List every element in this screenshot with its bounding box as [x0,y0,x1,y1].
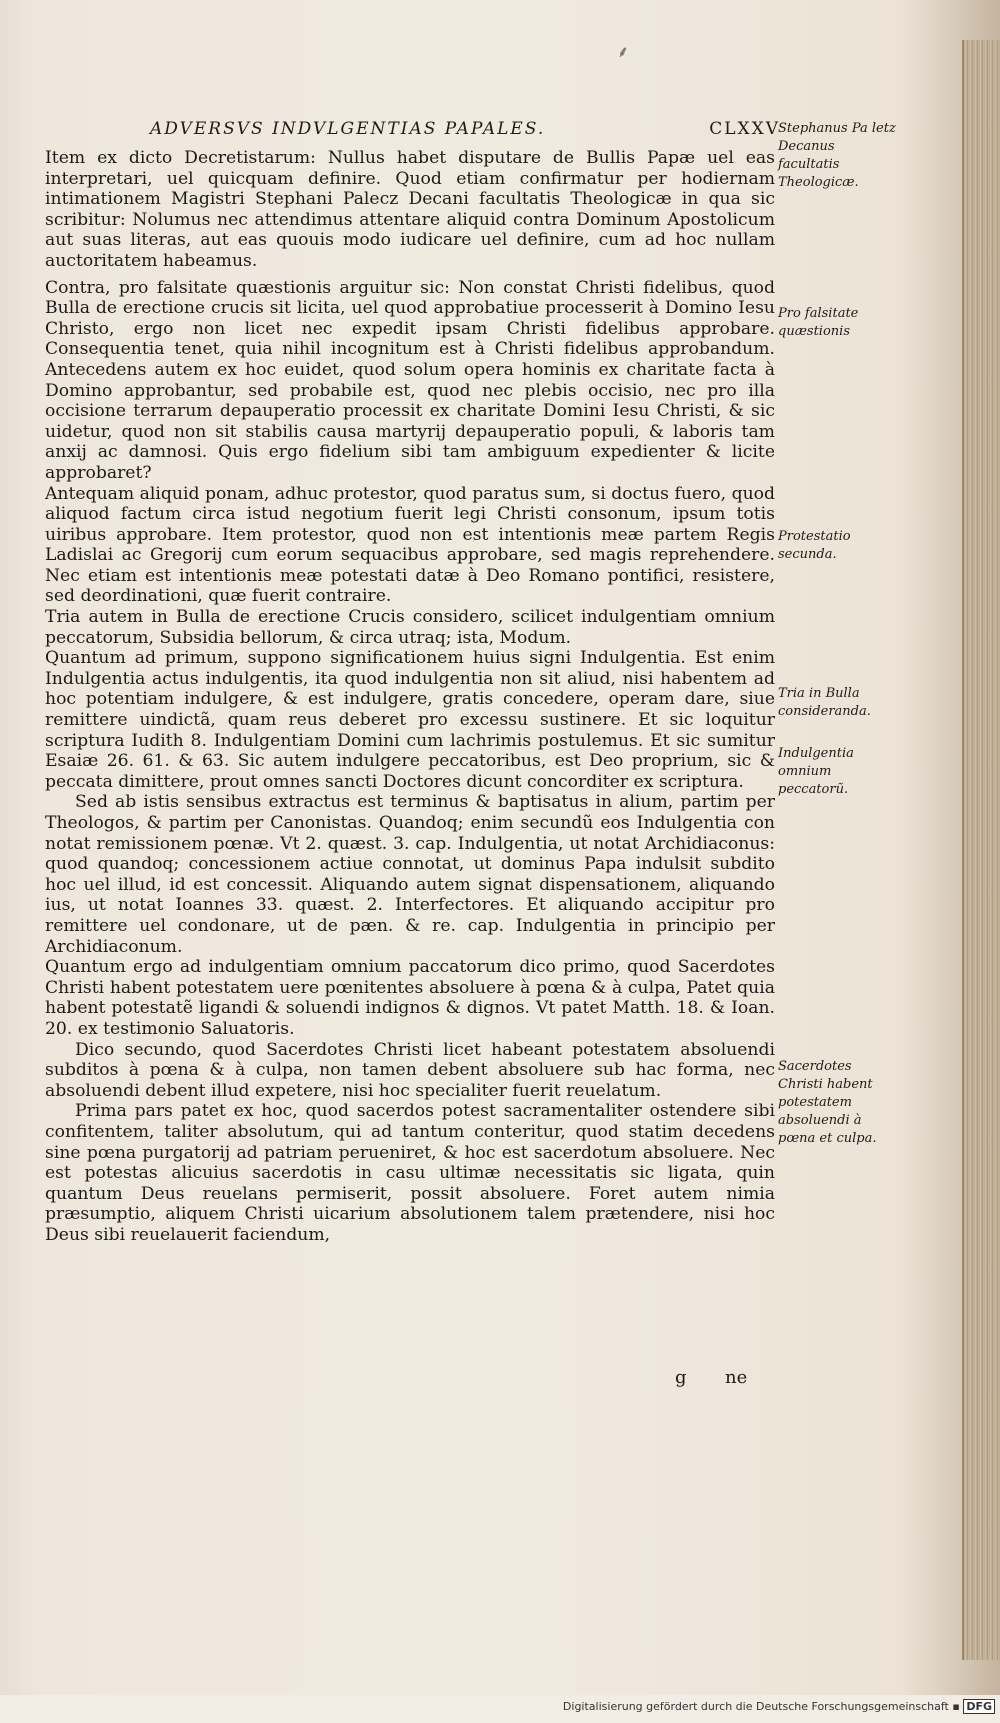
page-header [150,119,780,143]
credit-text: Digitalisierung gefördert durch die Deutsche Forschungsgemeinschaft [562,1700,949,1713]
ink-flourish: ⸙ [617,42,630,61]
paragraph: Sed ab istis sensibus extractus est terminus & baptisatus in alium, partim per Theologos, & partim per Canonistas. Quandoq; enim secundũ eos Indulgentia con notat remissionem pœnæ. Vt 2. quæst. 3. cap. Indulgentia, ut notat Archidiaconus: quod quandoq; concessionem actiue connotat, ut dominus Papa indulsit subdito hoc uel illud, id est concessit. Aliquando autem signat dispensationem, aliquando ius, ut notat Ioannes 33. quæst. 2. Interfectores. Et aliquando accipitur pro remittere uel condonare, ut de pæn. & re. cap. Indulgentia in principio per Archidiaconum. [45,792,775,957]
margin-note: Indulgentia omnium peccatorũ. [778,746,854,797]
folio-number: CLXXV [709,119,780,139]
margin-note: Pro falsitate quæstionis [778,306,859,339]
book-edge [962,40,1000,1660]
margin-note: Sacerdotes Christi habent potestatem absoluendi à pœna et culpa. [778,1059,877,1146]
paragraph: Contra, pro falsitate quæstionis arguitur sic: Non constat Christi fidelibus, quod Bulla de erectione crucis sit licita, uel quod approbatiue processerit à Domino Iesu Christo, ergo non licet nec expedit ipsam Christi fidelibus approbare. Consequentia tenet, quia nihil incognitum est à Christi fidelibus approbandum. Antecedens autem ex hoc euidet, quod solum opera hominis ex charitate facta à Domino approbantur, sed probabile est, quod nec plebis occisio, nec pro illa occisione terrarum depauperatio processit ex charitate Domini Iesu Christi, & sic uidetur, quod non sit stabilis causa martyrij depauperatio populi, & laboris tam anxij ac damnosi. Quis ergo fidelium sibi tam ambiguum expedienter & licite approbaret? [45,277,775,483]
margin-note: Protestatio secunda. [778,529,851,562]
dfg-logo: DFG [963,1699,995,1714]
margin-note: Tria in Bulla consideranda. [778,686,871,719]
paragraph: Tria autem in Bulla de erectione Crucis considero, scilicet indulgentiam omnium peccatorum, Subsidia bellorum, & circa utraq; ista, Modum. [45,607,775,648]
paragraph: Quantum ergo ad indulgentiam omnium paccatorum dico primo, quod Sacerdotes Christi habent potestatem uere pœnitentes absoluere à pœna & à culpa, Patet quia habent potestatẽ ligandi & soluendi indignos & dignos. Vt patet Matth. 18. & Ioan. 20. ex testimonio Saluatoris. [45,957,775,1039]
paragraph: Prima pars patet ex hoc, quod sacerdos potest sacramentaliter ostendere sibi confitentem, taliter absolutum, qui ad tantum conteritur, quod statim decedens sine pœna purgatorij ad patriam perueniret, & hoc est sacerdotum absoluere. Nec est potestas alicuius sacerdotis in casu ultimæ necessitatis sic ligata, quin quantum Deus reuelans permiserit, possit absoluere. Foret autem nimia præsumptio, aliquem Christi uicarium absolutionem talem prætendere, nisi hoc Deus sibi reuelauerit faciendum, [45,1101,775,1245]
running-title: ADVERSVS INDVLGENTIAS PAPALES. [150,119,546,139]
paragraph: Dico secundo, quod Sacerdotes Christi licet habeant potestatem absoluendi subditos à pœna & à culpa, non tamen debent absoluere sub hac forma, nec absoluendi debent illud expetere, nisi hoc specialiter fuerit reuelatum. [45,1039,775,1101]
paragraph: Item ex dicto Decretistarum: Nullus habet disputare de Bullis Papæ uel eas interpretari, uel quicquam definire. Quod etiam confirmatur per hodiernam intimationem Magistri Stephani Palecz Decani facultatis Theologicæ in qua sic scribitur: Nolumus nec attendimus attentare aliquid contra Dominum Apostolicum aut suas literas, aut eas quouis modo iudicare uel definire, cum ad hoc nullam auctoritatem habeamus. [45,148,775,271]
paragraph: Quantum ad primum, suppono significationem huius signi Indulgentia. Est enim Indulgentia actus indulgentis, ita quod indulgentia non sit aliud, nisi habentem ad hoc potentiam indulgere, & est indulgere, gratis concedere, operam dare, siue remittere uindictã, quam reus deberet pro excessu sustinere. Et sic loquitur scriptura Iudith 8. Indulgentiam Domini cum lachrimis postulemus. Et sic sumitur Esaiæ 26. 61. & 63. Sic autem indulgere peccatoribus, est Deo proprium, sic & peccata dimittere, prout omnes sancti Doctores dicunt concorditer ex scriptura. [45,648,775,792]
main-text [45,148,775,1245]
digitization-credit: Digitalisierung gefördert durch die Deutsche Forschungsgemeinschaft ▪ DFG [540,1700,995,1718]
margin-note: Stephanus Pa letz Decanus facultatis Theologicæ. [778,121,896,190]
catchword: ne [725,1367,748,1388]
signature-mark: g [675,1367,687,1388]
paragraph: Antequam aliquid ponam, adhuc protestor, quod paratus sum, si doctus fuero, quod aliquod factum circa istud negotium fuerit legi Christi consonum, ipsum totis uiribus approbare. Item protestor, quod non est intentionis meæ partem Regis Ladislai ac Gregorij cum eorum sequacibus approbare, sed magis reprehendere. Nec etiam est intentionis meæ potestati datæ à Deo Romano pontifici, resistere, sed deordinationi, quæ fuerit contraire. [45,483,775,607]
